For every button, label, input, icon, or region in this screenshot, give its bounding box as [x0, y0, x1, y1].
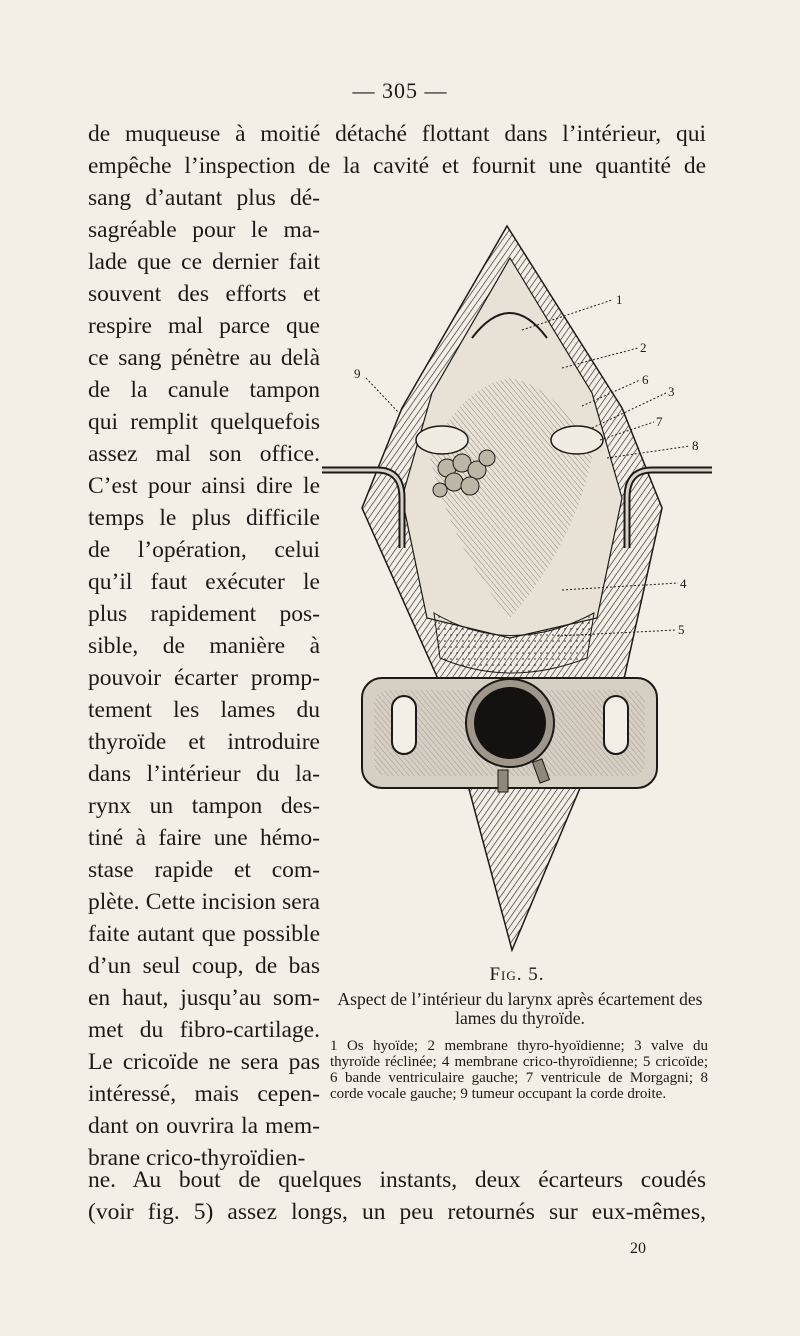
column-line: faite autant que possible	[88, 921, 320, 947]
figure-legend: 1 Os hyoïde; 2 membrane thyro-hyoïdienne; 3 valve du thyroïde réclinée; 4 membrane crico-thyroïdienne; 5 cricoïde; 6 bande ventriculaire gauche; 7 ventricule de Morgagni; 8 corde vocale gauche; 9 tumeur occupant la corde droite.	[330, 1038, 708, 1102]
column-line: pouvoir écarter promp-	[88, 665, 320, 691]
page-number: — 305 —	[352, 78, 448, 103]
column-line: lade que ce dernier fait	[88, 249, 320, 275]
body-line-bottom-1: ne. Au bout de quelques instants, deux écarteurs coudés	[88, 1167, 706, 1193]
column-line: temps le plus difficile	[88, 505, 320, 531]
column-line: met du fibro-cartilage.	[88, 1017, 320, 1043]
figure-label-2: 2	[640, 340, 647, 355]
column-line: de l’opération, celui	[88, 537, 320, 563]
figure-label-6: 6	[642, 372, 649, 387]
figure-label-4: 4	[680, 576, 687, 591]
column-line: de la canule tampon	[88, 377, 320, 403]
larynx-illustration	[322, 218, 712, 958]
body-line-top-1: de muqueuse à moitié détaché flottant dans l’intérieur, qui	[88, 121, 706, 147]
column-line: C’est pour ainsi dire le	[88, 473, 320, 499]
column-line: plète. Cette incision sera	[88, 889, 320, 915]
figure-number: Fig. 5.	[489, 964, 545, 985]
column-line: assez mal son office.	[88, 441, 320, 467]
narrow-text-column	[88, 182, 320, 1174]
column-line: ce sang pénètre au delà	[88, 345, 320, 371]
figure-label-7: 7	[656, 414, 663, 429]
column-line: plus rapidement pos-	[88, 601, 320, 627]
column-line: Le cricoïde ne sera pas	[88, 1049, 320, 1075]
column-line: thyroïde et introduire	[88, 729, 320, 755]
column-line: respire mal parce que	[88, 313, 320, 339]
figure-label-1: 1	[616, 292, 623, 307]
column-line: en haut, jusqu’au som-	[88, 985, 320, 1011]
column-line: dant on ouvrira la mem-	[88, 1113, 320, 1139]
column-line: qui remplit quelquefois	[88, 409, 320, 435]
column-line: qu’il faut exécuter le	[88, 569, 320, 595]
body-line-top-2: empêche l’inspection de la cavité et fournit une quantité de	[88, 153, 706, 179]
column-line: souvent des efforts et	[88, 281, 320, 307]
signature-number: 20	[630, 1240, 646, 1257]
column-line: d’un seul coup, de bas	[88, 953, 320, 979]
column-line: tement les lames du	[88, 697, 320, 723]
column-line: tiné à faire une hémo-	[88, 825, 320, 851]
figure-label-5: 5	[678, 622, 685, 637]
tracheal-cannula	[362, 678, 657, 792]
body-line-bottom-2: (voir fig. 5) assez longs, un peu retournés sur eux-mêmes,	[88, 1199, 706, 1225]
column-line: rynx un tampon des-	[88, 793, 320, 819]
figure-title: Aspect de l’intérieur du larynx après écartement des lames du thyroïde.	[337, 989, 703, 1028]
column-line: intéressé, mais cepen-	[88, 1081, 320, 1107]
column-line: dans l’intérieur du la-	[88, 761, 320, 787]
figure-label-8: 8	[692, 438, 699, 453]
column-line: sible, de manière à	[88, 633, 320, 659]
column-line: brane crico-thyroïdien-	[88, 1145, 306, 1171]
column-line: sang d’autant plus dé-	[88, 185, 320, 211]
column-line: stase rapide et com-	[88, 857, 320, 883]
figure-label-9: 9	[354, 366, 361, 381]
column-line: sagréable pour le ma-	[88, 217, 320, 243]
figure-label-3: 3	[668, 384, 675, 399]
